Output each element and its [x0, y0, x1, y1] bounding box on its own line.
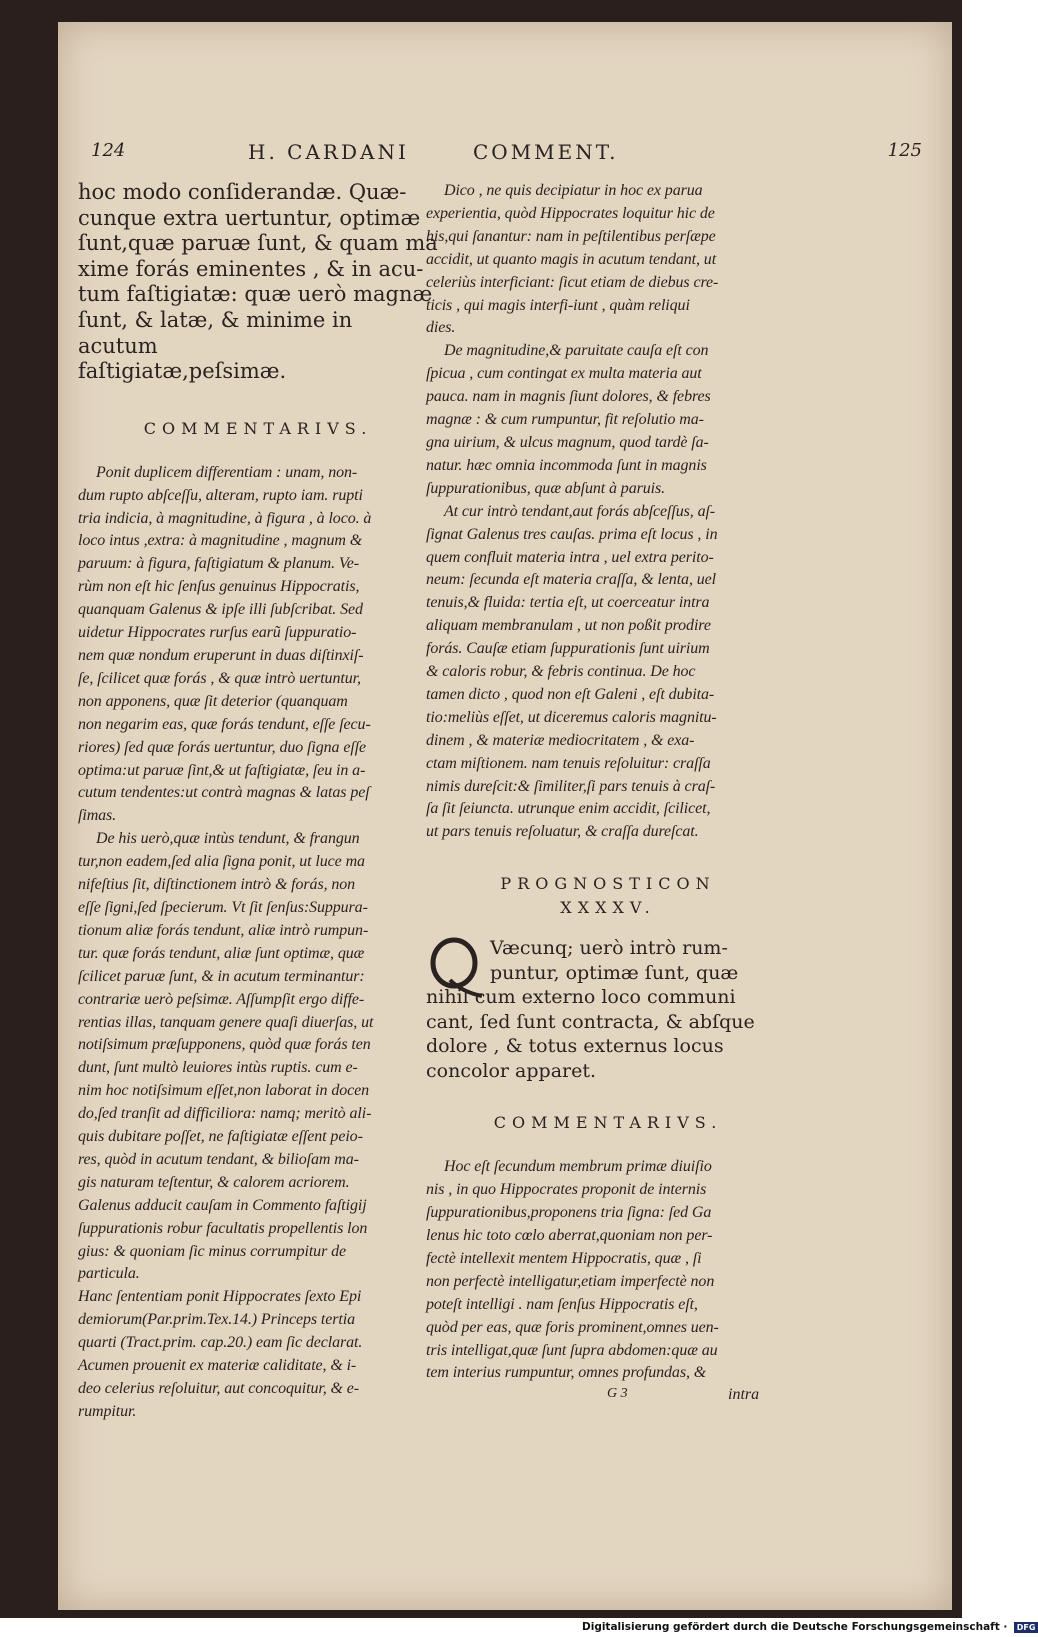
text-line: ctam miſtionem. nam tenuis reſoluitur: craſſa: [426, 754, 711, 772]
right-paragraph-2: [426, 340, 790, 500]
text-line: demiorum(Par.prim.Tex.14.) Princeps tertia: [78, 1311, 355, 1329]
left-aphorism: [78, 180, 438, 385]
text-line: aliquam membranulam , ut non poßit prodire: [426, 617, 711, 635]
prognosticon-number: XXXXV.: [560, 898, 656, 918]
text-line: ſa ſit ſeiuncta. utrunque enim accidit, ſcilicet,: [426, 800, 711, 818]
text-line: celeriùs interficiant: ſicut etiam de diebus cre-: [426, 273, 719, 291]
text-line: Ponit duplicem differentiam : unam, non-: [96, 463, 358, 481]
prognosticon-heading: PROGNOSTICON: [500, 874, 716, 894]
text-line: hoc modo conſiderandæ. Quæ-: [78, 180, 407, 204]
text-line: nem quæ nondum eruperunt in duas diſtinxiſ-: [78, 647, 364, 664]
text-line: paruum: à figura, faſtigiatum & planum. Ve-: [78, 555, 360, 573]
text-line: notiſsimum præſupponens, quòd quæ forás ten: [78, 1036, 371, 1054]
signature-mark: G 3: [607, 1386, 628, 1401]
text-line: ſunt, & latæ, & minime in acutum: [78, 307, 353, 358]
text-line: contrariæ uerò peſsimæ. Aſſumpſit ergo diffe-: [78, 990, 365, 1008]
right-column: [426, 180, 790, 1385]
text-line: cunque extra uertuntur, optimæ: [78, 205, 421, 230]
text-line: rùm non eſt hic ſenſus genuinus Hippocratis,: [78, 578, 360, 596]
dfg-logo: DFG: [1014, 1622, 1038, 1633]
text-line: ſpicua , cum contingat ex multa materia aut: [426, 365, 702, 383]
text-line: quarti (Tract.prim. cap.20.) eam ſic declarat.: [78, 1334, 363, 1352]
text-line: dinem , & materiæ mediocritatem , & exa-: [426, 731, 695, 749]
text-line: nim hoc notiſsimum eſſet,non laborat in docen: [78, 1082, 370, 1100]
text-line: xime forás eminentes , & in acu-: [78, 256, 424, 281]
text-line: neum: ſecunda eſt materia craſſa, & lenta, uel: [426, 571, 717, 589]
commentary-heading: COMMENTARIVS.: [143, 418, 373, 438]
text-line: De magnitudine,& paruitate cauſa eſt con: [444, 342, 709, 360]
text-line: gna uirium, & ulcus magnum, quod tardè ſa-: [426, 433, 709, 451]
text-line: pauca. nam in magnis ſiunt dolores, & febres: [426, 388, 711, 406]
text-line: Acumen prouenit ex materiæ caliditate, & i-: [78, 1357, 357, 1375]
text-line: dies.: [426, 319, 456, 337]
text-line: faſtigiatæ,peſsimæ.: [78, 359, 287, 384]
text-line: natur. hæc omnia incommoda ſunt in magnis: [426, 456, 707, 474]
text-line: quanquam Galenus & ipſe illi ſubſcribat. Sed: [78, 601, 363, 619]
text-line: gius: & quoniam ſic minus corrumpitur de: [78, 1242, 346, 1260]
text-line: ſuppurationibus, quæ abſunt à paruis.: [426, 479, 665, 497]
text-line: & caloris robur, & febris continua. De hoc: [426, 663, 696, 681]
text-line: Hanc ſententiam ponit Hippocrates ſexto Epi: [78, 1288, 362, 1306]
text-line: Hoc eſt ſecundum membrum primæ diuiſio: [444, 1158, 712, 1176]
commentary-paragraph-2: [78, 828, 438, 1286]
text-line: dolore , & totus externus locus: [426, 1035, 724, 1058]
text-line: tionum aliæ forás tendunt, aliæ intrò rumpun-: [78, 921, 369, 939]
text-line: nimis dureſcit:& ſimiliter,ſi pars tenuis à craſ-: [426, 777, 716, 795]
book-page-spread: [58, 22, 952, 1610]
text-line: his,qui ſanantur: nam in peſtilentibus perſæpe: [426, 227, 716, 245]
text-line: uidetur Hippocrates rurſus earũ ſuppuratio-: [78, 624, 357, 642]
text-line: non negarim eas, quæ forás tendunt, eſſe ſecu-: [78, 715, 371, 733]
credit-text: Digitalisierung gefördert durch die Deutsche Forschungsgemeinschaft ·: [582, 1621, 1008, 1633]
digitization-credit: [582, 1621, 1036, 1637]
text-line: nis , in quo Hippocrates proponit de internis: [426, 1181, 707, 1199]
text-line: nihil cum externo loco communi: [426, 986, 736, 1009]
commentary-heading-right: COMMENTARIVS.: [493, 1113, 723, 1133]
text-line: dum rupto abſceſſu, alteram, rupto iam. rupti: [78, 486, 363, 504]
text-line: tur. quæ forás tendunt, aliæ ſunt optimæ, quæ: [78, 944, 365, 962]
right-running-title: COMMENT.: [473, 140, 619, 164]
right-aphorism: [426, 936, 790, 1083]
right-page-number: 125: [887, 140, 922, 161]
text-line: magnæ : & cum rumpuntur, fit reſolutio ma-: [426, 411, 704, 429]
commentary-paragraph-3: [78, 1286, 438, 1423]
text-line: rumpitur.: [78, 1402, 137, 1420]
text-line: deo celerius reſoluitur, aut concoquitur, & e-: [78, 1380, 359, 1397]
text-line: Dico , ne quis decipiatur in hoc ex parua: [444, 182, 703, 199]
text-line: tria indicia, à magnitudine, à figura , à loco. à: [78, 509, 372, 527]
text-line: De his uerò,quæ intùs tendunt, & frangun: [96, 830, 360, 848]
text-line: tem interius rumpuntur, omnes profundas, &: [426, 1364, 707, 1382]
right-paragraph-1: [426, 180, 790, 340]
text-line: ſcilicet paruæ ſunt, & in acutum terminantur:: [78, 967, 365, 985]
text-line: Væcunq; uerò intrò rum-: [490, 937, 728, 960]
text-line: riores) ſed quæ forás uertuntur, duo ſigna eſſe: [78, 738, 367, 756]
text-line: ſuppurationis robur facultatis propellentis lon: [78, 1219, 368, 1237]
text-line: res, quòd in acutum tendant, & bilioſam ma-: [78, 1150, 359, 1168]
text-line: At cur intrò tendant,aut forás abſceſſus, aſ-: [444, 502, 716, 520]
text-line: particula.: [78, 1265, 140, 1283]
text-line: loco intus ,extra: à magnitudine , magnum &: [78, 532, 363, 550]
text-line: rentias illas, tanquam genere quaſi diuerſas, ut: [78, 1013, 374, 1031]
running-head: [83, 140, 932, 170]
left-page-number: 124: [91, 140, 126, 161]
right-paragraph-3: [426, 501, 790, 845]
text-line: tenuis,& fluida: tertia eſt, ut coerceatur intra: [426, 594, 710, 612]
text-line: gis naturam teſtentur, & calorem acriorem.: [78, 1173, 350, 1191]
text-line: experientia, quòd Hippocrates loquitur hic de: [426, 204, 715, 222]
text-line: fectè intellexit mentem Hippocratis, quæ , ſi: [426, 1249, 702, 1267]
text-line: concolor apparet.: [426, 1059, 597, 1082]
text-line: cant, ſed ſunt contracta, & abſque: [426, 1010, 755, 1033]
text-line: ſe, ſcilicet quæ forás , & quæ intrò uertuntur,: [78, 669, 361, 687]
text-line: tur,non eadem,ſed alia ſigna ponit, ut luce ma: [78, 853, 365, 871]
text-line: non apponens, quæ ſit deterior (quanquam: [78, 692, 348, 710]
text-line: ticis , qui magis interfi-iunt , quàm reliqui: [426, 296, 690, 314]
text-line: ſignat Galenus tres cauſas. prima eſt locus , in: [426, 525, 718, 543]
text-line: nifeſtius ſit, diſtinctionem intrò & forás, non: [78, 876, 356, 894]
text-line: tamen dicto , quod non eſt Galeni , eſt dubita-: [426, 685, 715, 703]
text-line: accidit, ut quanto magis in acutum tendant, ut: [426, 250, 717, 268]
text-line: dunt, ſunt multò leuiores intùs ruptis. cum e-: [78, 1059, 358, 1077]
drop-cap-q-icon: [426, 936, 484, 998]
text-line: eſſe ſigni,ſed ſpecierum. Vt ſit ſenſus:Suppura-: [78, 898, 368, 916]
left-column: [78, 180, 438, 1424]
text-line: ut pars tenuis reſoluatur, & craſſa dureſcat.: [426, 823, 699, 841]
text-line: optima:ut paruæ ſint,& ut faſtigiatæ, ſeu in a-: [78, 761, 366, 779]
text-line: ſuppurationibus,proponens tria ſigna: ſed Ga: [426, 1204, 712, 1222]
text-line: puntur, optimæ ſunt, quæ: [490, 961, 739, 984]
text-line: tum faſtigiatæ: quæ uerò magnæ: [78, 282, 433, 307]
text-line: lenus hic toto cœlo aberrat,quoniam non per-: [426, 1227, 713, 1244]
text-line: tris intelligat,quæ ſunt ſupra abdomen:quæ au: [426, 1341, 718, 1359]
catchword: intra: [728, 1386, 760, 1403]
text-line: do,ſed tranſit ad difficiliora: namq; meritò ali-: [78, 1105, 372, 1123]
text-line: quis dubitare poſſet, ne faſtigiatæ eſſent peio-: [78, 1128, 363, 1146]
text-line: quòd per eas, quæ foris prominent,omnes uen-: [426, 1318, 719, 1336]
left-running-title: H. CARDANI: [248, 140, 409, 164]
text-line: ſunt,quæ paruæ ſunt, & quam ma: [78, 231, 438, 256]
text-line: cutum tendentes:ut contrà magnas & latas peſ: [78, 784, 370, 802]
text-line: poteſt intelligi . nam ſenſus Hippocratis eſt,: [426, 1295, 698, 1313]
text-line: tio:meliùs eſſet, ut diceremus caloris magnitu-: [426, 708, 717, 726]
text-line: Galenus adducit cauſam in Commento faſtigij: [78, 1196, 367, 1214]
text-line: quem confluit materia intra , uel extra perito-: [426, 548, 714, 566]
right-commentary: [426, 1156, 790, 1385]
commentary-paragraph-1: [78, 462, 438, 829]
text-line: ſimas.: [78, 807, 117, 825]
text-line: forás. Cauſæ etiam ſuppurationis ſunt uirium: [426, 640, 710, 658]
text-line: non perfectè intelligatur,etiam imperfectè non: [426, 1272, 715, 1290]
